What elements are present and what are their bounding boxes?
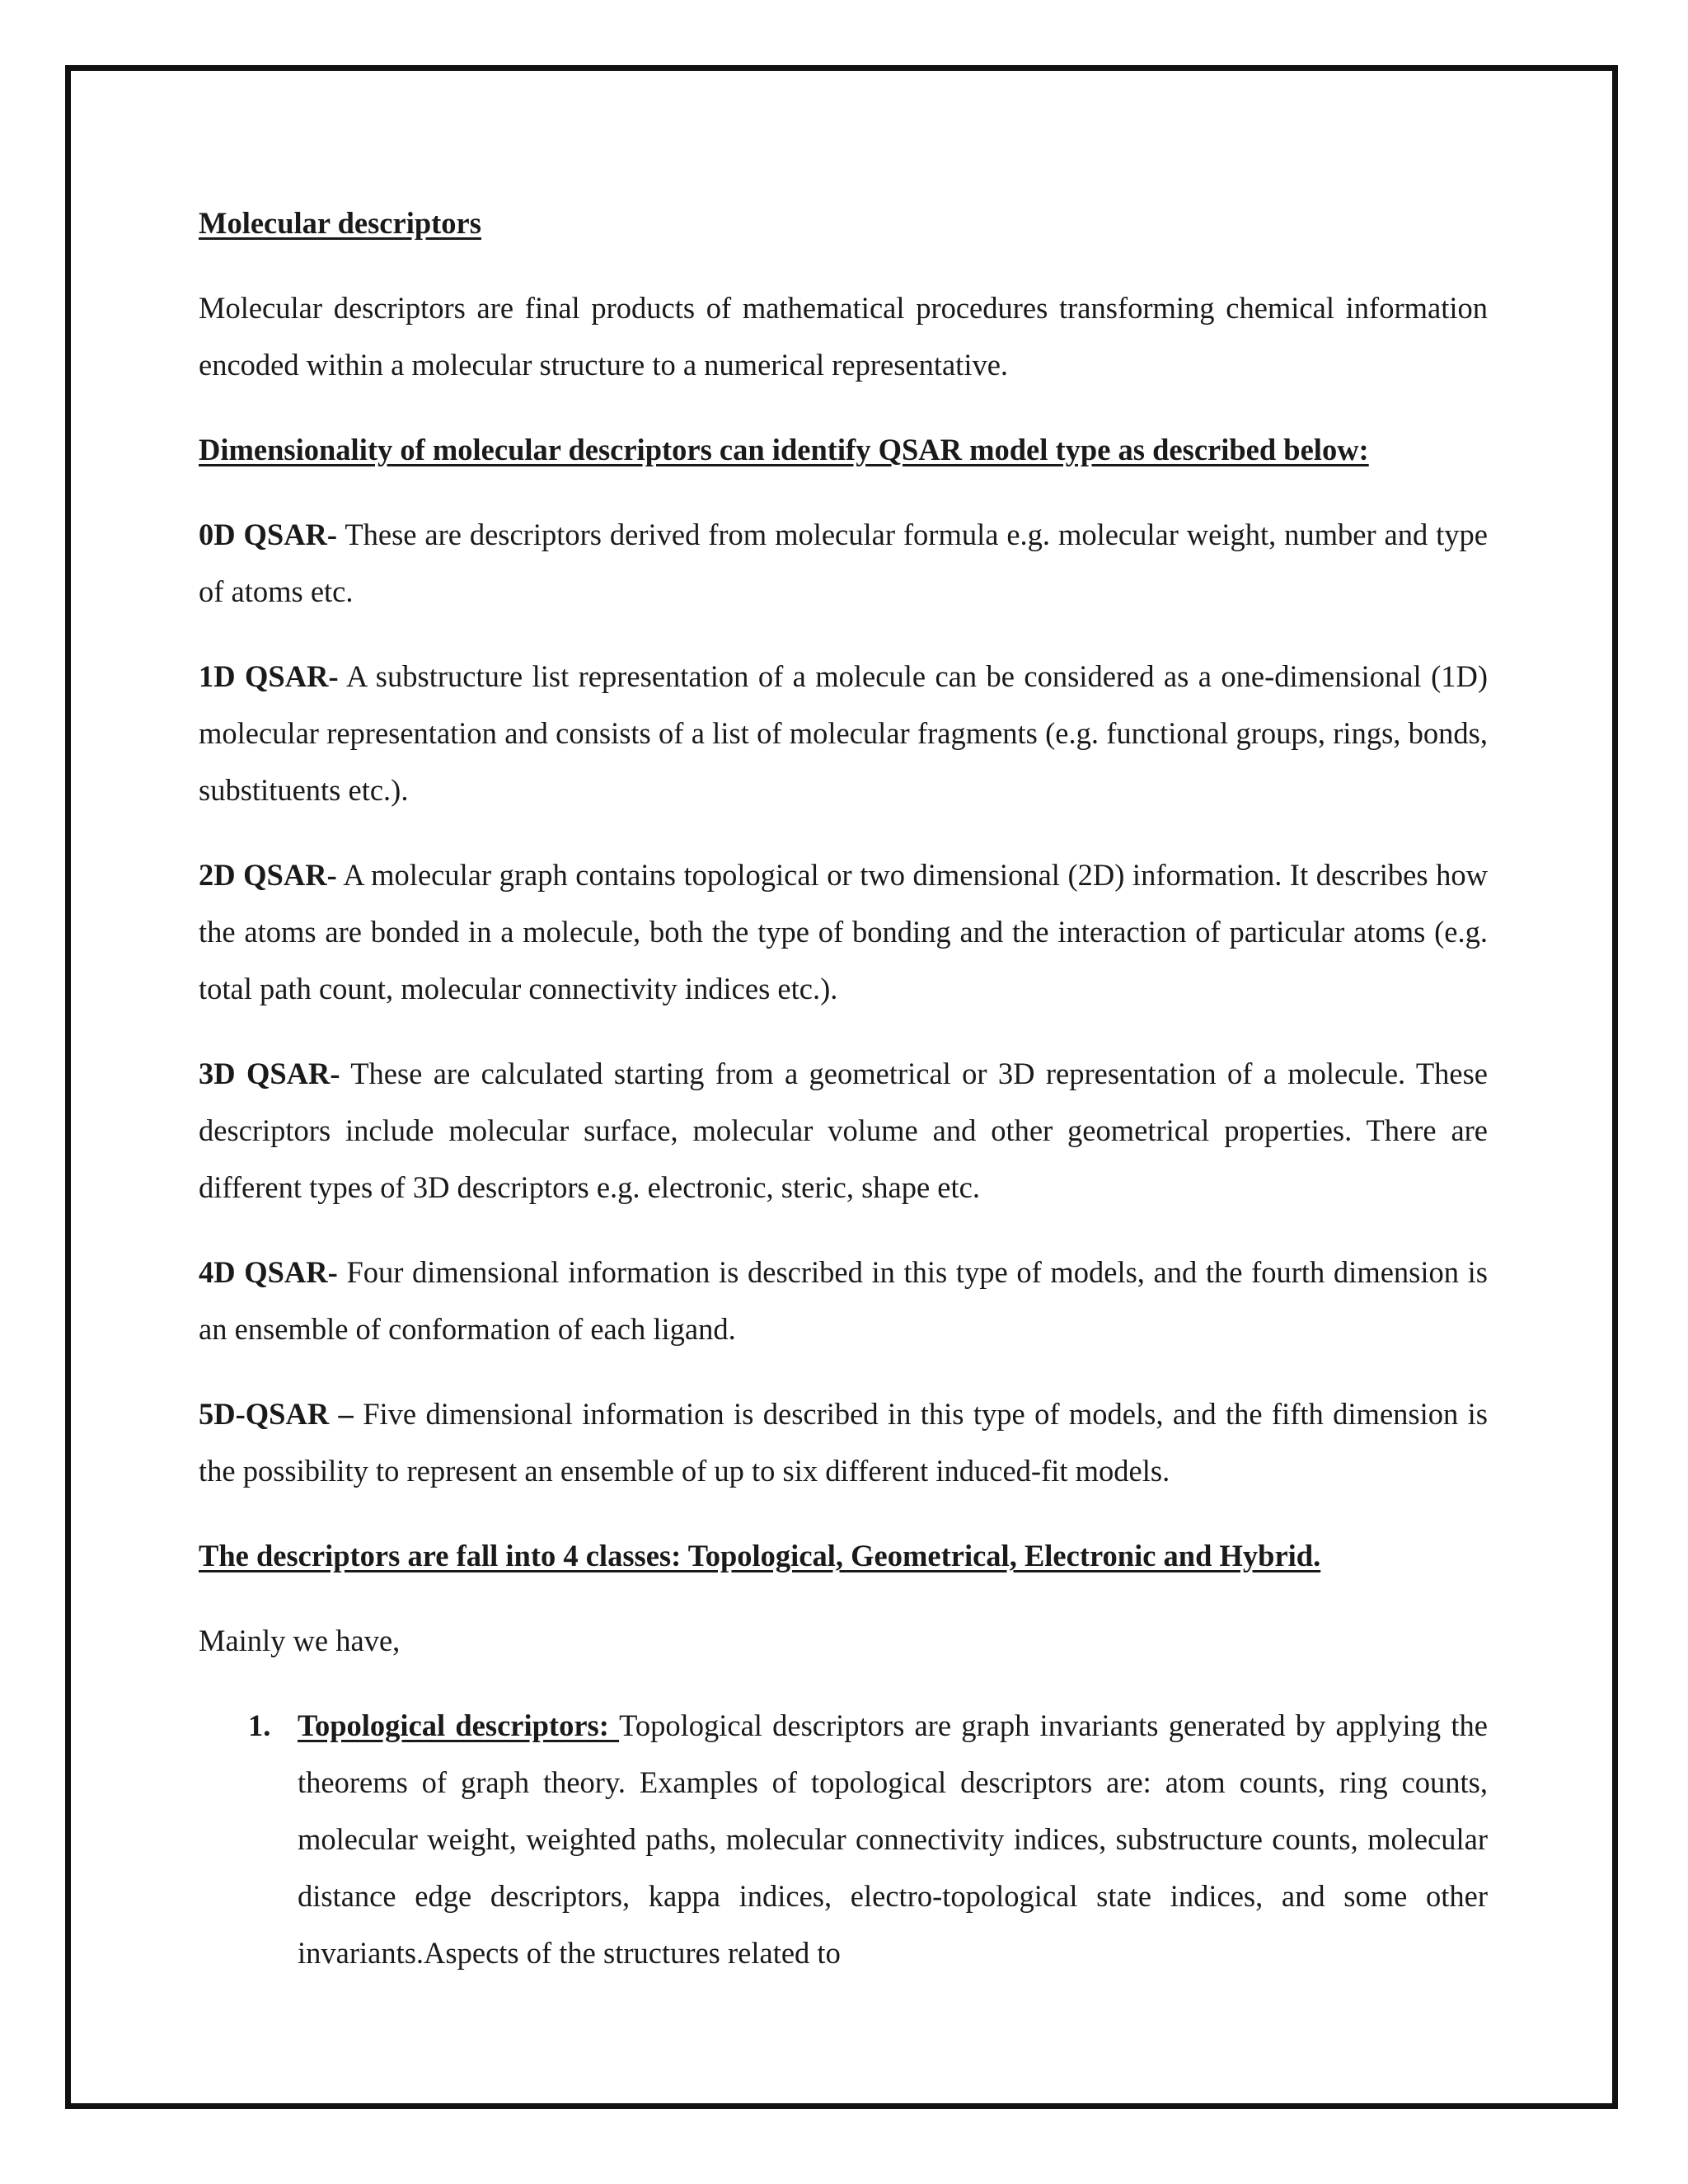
dimensionality-heading: Dimensionality of molecular descriptors can identify QSAR model type as described below: [199, 433, 1369, 466]
classes-heading: The descriptors are fall into 4 classes: Topological, Geometrical, Electronic and Hybrid. [199, 1539, 1321, 1572]
descriptor-class-list [199, 1697, 1488, 1981]
list-item-title: Topological descriptors: [298, 1708, 620, 1742]
list-item-number: 1. [248, 1708, 271, 1742]
list-item [199, 1697, 1488, 1981]
qsar-3d-paragraph [199, 1045, 1488, 1216]
list-item-text: Topological descriptors are graph invariants generated by applying the theorems of graph theory. Examples of topological descriptors are: atom counts, ring counts, molecular weight, weighted paths, molecular connectivity indices, substructure counts, molecular distance edge descriptors, kappa indices, electro-topological state indices, and some other invariants.Aspects of the structures related to [298, 1708, 1488, 1970]
qsar-1d-text: A substructure list representation of a molecule can be considered as a one-dimensional (1D) molecular representation and consists of a list of molecular fragments (e.g. functional groups, rings, bonds, substituents etc.). [199, 659, 1488, 807]
classes-heading-paragraph [199, 1527, 1488, 1584]
qsar-2d-label: 2D QSAR- [199, 858, 337, 892]
qsar-0d-text: These are descriptors derived from molecular formula e.g. molecular weight, number and type of atoms etc. [199, 518, 1488, 608]
mainly-paragraph: Mainly we have, [199, 1624, 401, 1657]
qsar-4d-text: Four dimensional information is described in this type of models, and the fourth dimension is an ensemble of conformation of each ligand. [199, 1255, 1488, 1346]
qsar-5d-text: Five dimensional information is described in this type of models, and the fifth dimension is the possibility to represent an ensemble of up to six different induced-fit models. [199, 1397, 1488, 1488]
qsar-1d-paragraph [199, 648, 1488, 818]
qsar-4d-label: 4D QSAR- [199, 1255, 338, 1289]
title-heading: Molecular descriptors [199, 206, 481, 240]
qsar-2d-paragraph [199, 846, 1488, 1017]
document-title [199, 194, 1488, 251]
intro-paragraph: Molecular descriptors are final products of mathematical procedures transforming chemical information encoded within a molecular structure to a numerical representative. [199, 291, 1488, 382]
qsar-5d-label: 5D-QSAR – [199, 1397, 354, 1431]
qsar-1d-label: 1D QSAR- [199, 659, 339, 693]
qsar-5d-paragraph [199, 1385, 1488, 1499]
qsar-4d-paragraph [199, 1244, 1488, 1357]
qsar-0d-label: 0D QSAR- [199, 518, 338, 551]
qsar-3d-label: 3D QSAR- [199, 1057, 340, 1090]
qsar-2d-text: A molecular graph contains topological or two dimensional (2D) information. It describes how the atoms are bonded in a molecule, both the type of bonding and the interaction of particular atoms (e.g. total path count, molecular connectivity indices etc.). [199, 858, 1488, 1005]
qsar-3d-text: These are calculated starting from a geometrical or 3D representation of a molecule. These descriptors include molecular surface, molecular volume and other geometrical properties. There are different types of 3D descriptors e.g. electronic, steric, shape etc. [199, 1057, 1488, 1204]
qsar-0d-paragraph [199, 506, 1488, 620]
dimensionality-heading-paragraph [199, 421, 1488, 478]
document-body [199, 194, 1488, 1981]
